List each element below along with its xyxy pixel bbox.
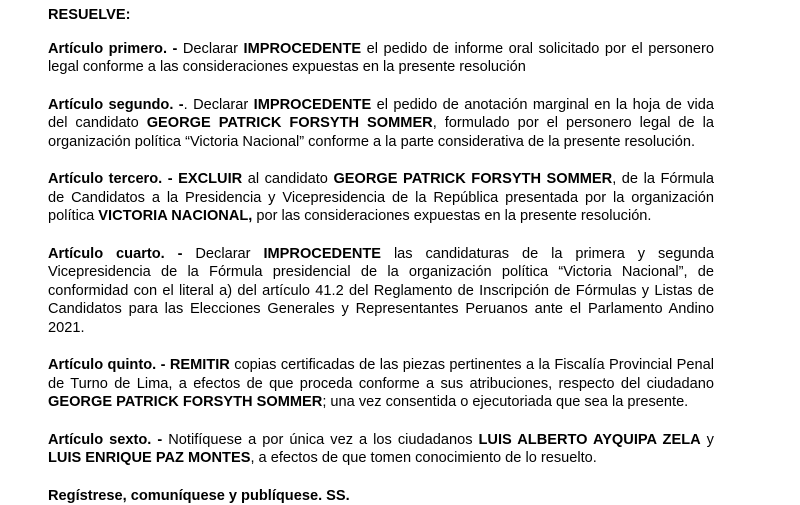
body-text: el pedido de informe oral solicitado por el personero legal conforme a las consideraciones expuestas en la presente resolución xyxy=(48,41,714,76)
section-heading: RESUELVE: xyxy=(48,6,714,25)
bold-text: VICTORIA NACIONAL, xyxy=(98,208,252,224)
body-text: Notifíquese a por única vez a los ciudadanos xyxy=(168,432,478,448)
articles-list xyxy=(48,40,714,468)
bold-text: Artículo cuarto. - xyxy=(48,246,195,262)
body-text: las candidaturas de la primera y segunda Vicepresidencia de la Fórmula presidencial de la organización política “Victoria Nacional”, de conformidad con el literal a) del artículo 41.2 del Reglamento de Inscripción de Fórmulas y Listas de Candidatos para las Elecciones Generales y Representantes Peruanos ante el Parlamento Andino 2021. xyxy=(48,246,714,336)
article-paragraph xyxy=(48,170,714,226)
body-text: Declarar xyxy=(183,41,244,57)
body-text: , a efectos de que tomen conocimiento de lo resuelto. xyxy=(250,450,596,466)
bold-text: GEORGE PATRICK FORSYTH SOMMER xyxy=(333,171,612,187)
article-paragraph xyxy=(48,96,714,152)
bold-text: Artículo tercero. - EXCLUIR xyxy=(48,171,242,187)
resolution-document xyxy=(48,6,714,505)
body-text: copias certificadas de las piezas pertinentes a la Fiscalía Provincial Penal de Turno de Lima, a efectos de que proceda conforme a sus atribuciones, respecto del ciudadano xyxy=(48,357,714,392)
article-paragraph xyxy=(48,245,714,338)
body-text: el pedido de anotación marginal en la hoja de vida del candidato xyxy=(48,97,714,132)
body-text: , de la Fórmula de Candidatos a la Presidencia y Vicepresidencia de la República presentada por la organización política xyxy=(48,171,714,224)
bold-text: Artículo segundo. - xyxy=(48,97,184,113)
body-text: . Declarar xyxy=(184,97,254,113)
article-paragraph xyxy=(48,356,714,412)
body-text: , formulado por el personero legal de la organización política “Victoria Nacional” conforme a la parte considerativa de la presente resolución. xyxy=(48,115,714,150)
body-text: ; una vez consentida o ejecutoriada que sea la presente. xyxy=(322,394,688,410)
bold-text: IMPROCEDENTE xyxy=(263,246,381,262)
bold-text: GEORGE PATRICK FORSYTH SOMMER xyxy=(48,394,322,410)
bold-text: IMPROCEDENTE xyxy=(244,41,362,57)
bold-text: Artículo primero. - xyxy=(48,41,183,57)
body-text: y xyxy=(701,432,714,448)
body-text: al candidato xyxy=(242,171,333,187)
article-paragraph xyxy=(48,40,714,77)
closing-formula: Regístrese, comuníquese y publíquese. SS. xyxy=(48,487,714,505)
bold-text: GEORGE PATRICK FORSYTH SOMMER xyxy=(147,115,433,131)
body-text: por las consideraciones expuestas en la presente resolución. xyxy=(252,208,651,224)
bold-text: LUIS ALBERTO AYQUIPA ZELA xyxy=(479,432,701,448)
article-paragraph xyxy=(48,431,714,468)
bold-text: Artículo sexto. - xyxy=(48,432,168,448)
body-text: Declarar xyxy=(195,246,263,262)
bold-text: IMPROCEDENTE xyxy=(254,97,372,113)
bold-text: LUIS ENRIQUE PAZ MONTES xyxy=(48,450,250,466)
bold-text: Artículo quinto. - REMITIR xyxy=(48,357,230,373)
